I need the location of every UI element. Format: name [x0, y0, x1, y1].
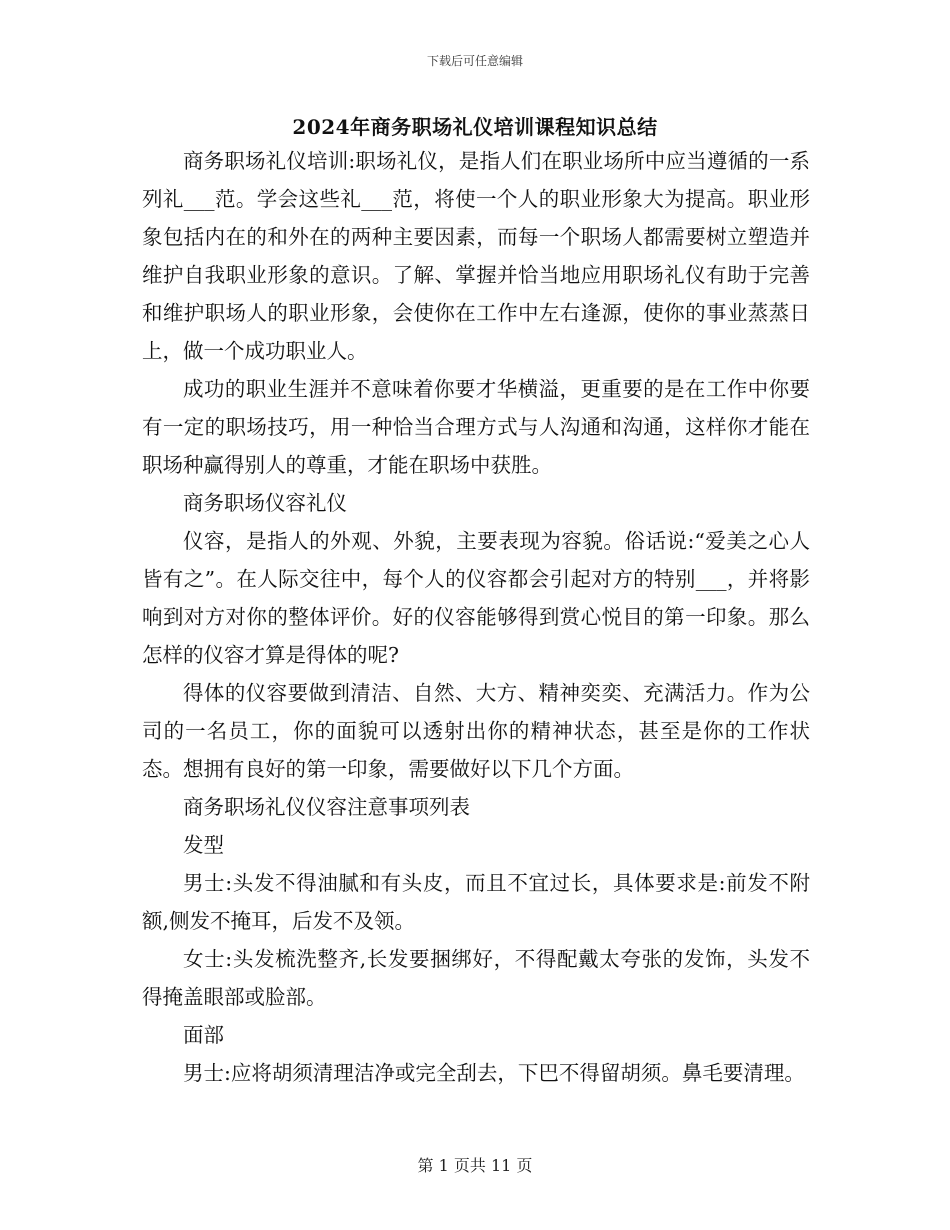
paragraph-hair-women: 女士:头发梳洗整齐,长发要捆绑好，不得配戴太夸张的发饰，头发不得掩盖眼部或脸部。 [142, 947, 810, 1009]
page-number: 第 1 页共 11 页 [417, 1156, 533, 1175]
subheading-hairstyle: 发型 [183, 833, 224, 857]
paragraph-career: 成功的职业生涯并不意味着你要才华横溢，更重要的是在工作中你要有一定的职场技巧，用一种恰当合理方式与人沟通和沟通，这样你才能在职场种赢得别人的尊重，才能在职场中获胜。 [142, 377, 810, 477]
section-heading-checklist: 商务职场礼仪仪容注意事项列表 [183, 795, 470, 819]
paragraph-intro: 商务职场礼仪培训:职场礼仪，是指人们在职业场所中应当遵循的一系列礼___范。学会这些礼___范，将使一个人的职业形象大为提高。职业形象包括内在的和外在的两种主要因素，而每一个职场人都需要树立塑造并维护自我职业形象的意识。了解、掌握并恰当地应用职场礼仪有助于完善和维护职场人的职业形象，会使你在工作中左右逢源，使你的事业蒸蒸日上，做一个成功职业人。 [142, 149, 810, 363]
page-header-note: 下载后可任意编辑 [426, 54, 523, 68]
paragraph-hair-men: 男士:头发不得油腻和有头皮，而且不宜过长，具体要求是:前发不附额,侧发不掩耳，后发不及领。 [142, 871, 810, 933]
paragraph-appearance-requirements: 得体的仪容要做到清洁、自然、大方、精神奕奕、充满活力。作为公司的一名员工，你的面貌可以透射出你的精神状态，甚至是你的工作状态。想拥有良好的第一印象，需要做好以下几个方面。 [142, 681, 810, 781]
paragraph-face-men: 男士:应将胡须清理洁净或完全刮去，下巴不得留胡须。鼻毛要清理。 [183, 1061, 805, 1085]
subheading-face: 面部 [183, 1023, 224, 1047]
document-body [142, 142, 810, 1092]
document-title: 2024年商务职场礼仪培训课程知识总结 [292, 115, 658, 139]
paragraph-appearance-definition: 仪容，是指人的外观、外貌，主要表现为容貌。俗话说:“爱美之心人皆有之”。在人际交往中，每个人的仪容都会引起对方的特别___，并将影响到对方对你的整体评价。好的仪容能够得到赏心悦目的第一印象。那么怎样的仪容才算是得体的呢? [142, 529, 810, 667]
section-heading-appearance: 商务职场仪容礼仪 [183, 491, 347, 515]
